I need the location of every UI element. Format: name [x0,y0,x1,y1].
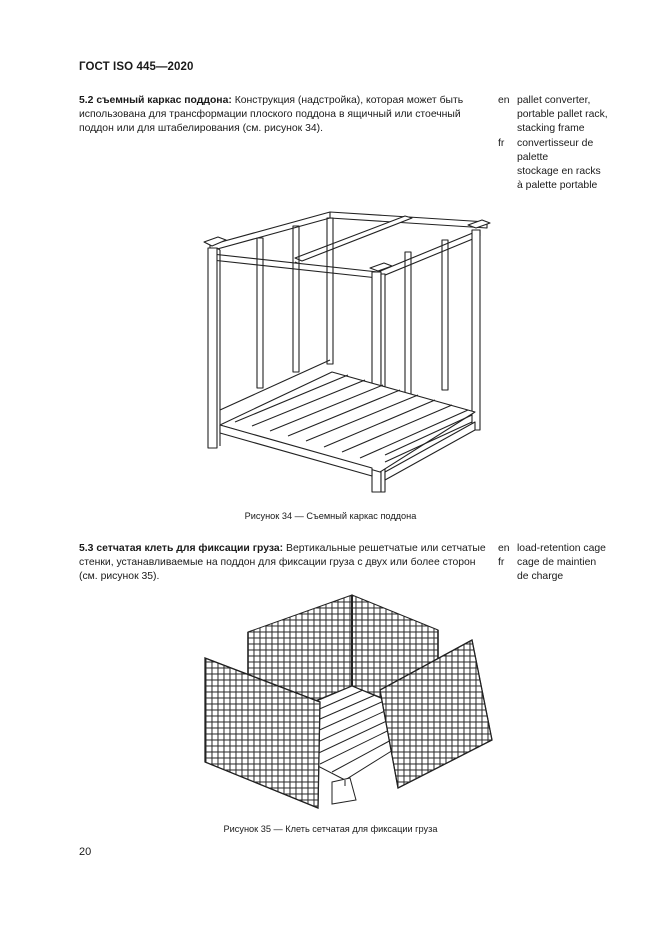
lang-code: en [498,95,510,106]
figure-34-illustration [200,200,500,500]
equivalents-5-3 [498,542,628,585]
figure-35-caption: Рисунок 35 — Клеть сетчатая для фиксации груза [223,824,438,834]
lang-code: en [498,543,510,554]
equivalent-en [498,94,628,137]
equivalent-term: palette [517,151,549,163]
equivalent-fr [498,137,628,194]
equivalent-term: convertisseur de [517,137,594,149]
figure-35-illustration [200,590,500,815]
page-number: 20 [79,846,92,858]
definition-5-3: Вертикальные решетчатые или сетчатые стенки, устанавливаемые на поддон для фиксации груза с двух или более сторон (см. рисунок 35). [79,543,486,583]
document-header: ГОСТ ISO 445—2020 [79,61,194,73]
equivalent-term: pallet converter, [517,95,591,106]
equivalent-term: stockage en racks [517,166,601,178]
figure-34-caption: Рисунок 34 — Съемный каркас поддона [244,511,417,521]
lang-code: fr [498,137,505,149]
section-5-3-text [79,542,491,585]
equivalent-term: cage de maintien [517,557,597,569]
equivalent-term: de charge [517,571,564,583]
section-5-2-text [79,94,491,137]
definition-5-2: Конструкция (надстройка), которая может быть использована для трансформации плоского поддона в ящичный или стоечный поддон или для штабелирования (см. рисунок 34). [79,95,464,135]
equivalents-5-2 [498,94,628,193]
equivalent-term: portable pallet rack, [517,109,608,121]
equivalent-fr [498,556,628,584]
lang-code: fr [498,557,505,569]
equivalent-term: load-retention cage [517,543,606,554]
term-5-2: 5.2 съемный каркас поддона: [79,95,232,106]
term-5-3: 5.3 сетчатая клеть для фиксации груза: [79,543,284,554]
equivalent-term: à palette portable [517,180,598,192]
equivalent-en [498,542,628,556]
equivalent-term: stacking frame [517,123,585,135]
